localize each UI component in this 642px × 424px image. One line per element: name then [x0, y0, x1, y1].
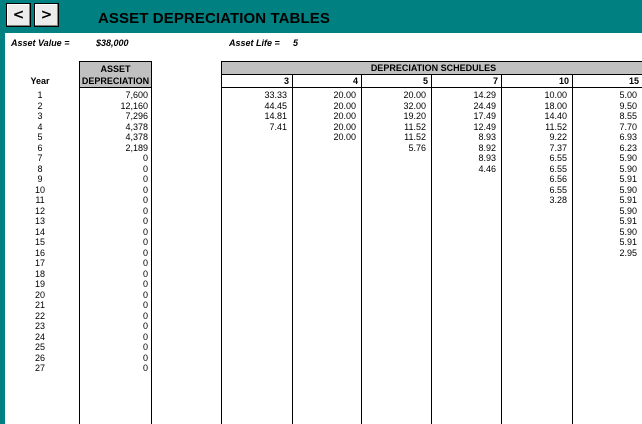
left-border	[0, 0, 5, 424]
schedule-cell: 5.90	[619, 163, 637, 174]
year-cell: 4	[37, 121, 43, 132]
year-cell: 26	[34, 352, 45, 363]
asset-depreciation-cell: 0	[142, 258, 148, 268]
schedule-cell: 12.49	[473, 121, 496, 132]
schedule-cell: 9.50	[619, 100, 637, 111]
year-cell: 24	[34, 331, 45, 342]
asset-depreciation-cell: 0	[142, 237, 148, 247]
schedule-cell: 6.55	[549, 153, 567, 163]
page-title: ASSET DEPRECIATION TABLES	[98, 10, 330, 27]
schedule-cell: 8.55	[619, 111, 637, 121]
schedule-cell: 20.00	[333, 111, 356, 121]
year-cell: 8	[37, 163, 43, 174]
year-cell: 22	[34, 310, 45, 321]
year-cell: 13	[34, 216, 45, 226]
schedule-cell: 33.33	[264, 90, 287, 100]
asset-depreciation-cell: 0	[142, 289, 148, 300]
asset-header-line2: DEPRECIATION	[81, 76, 150, 86]
asset-depreciation-cell: 0	[142, 321, 148, 331]
schedule-cell: 7.41	[269, 121, 287, 132]
schedule-cell: 5.00	[619, 90, 637, 100]
asset-depreciation-cell: 0	[142, 184, 148, 195]
schedule-col-divider	[501, 75, 502, 424]
schedule-cell: 5.91	[619, 237, 637, 247]
asset-depreciation-cell: 4,378	[125, 121, 148, 132]
asset-depreciation-cell: 0	[142, 279, 148, 289]
schedule-header-5: 5	[422, 76, 428, 86]
schedule-cell: 5.91	[619, 174, 637, 184]
schedule-header-3: 3	[283, 76, 289, 86]
year-cell: 23	[34, 321, 45, 331]
schedule-cell: 32.00	[403, 100, 426, 111]
asset-depreciation-cell: 0	[142, 363, 148, 373]
asset-depreciation-cell: 0	[142, 310, 148, 321]
year-cell: 12	[34, 205, 45, 216]
asset-life-label: Asset Life =	[229, 38, 280, 48]
asset-depreciation-cell: 0	[142, 174, 148, 184]
schedule-cell: 14.40	[544, 111, 567, 121]
year-cell: 15	[34, 237, 45, 247]
schedule-cell: 44.45	[264, 100, 287, 111]
schedule-header-4: 4	[352, 76, 358, 86]
schedule-cell: 19.20	[403, 111, 426, 121]
asset-depreciation-cell: 0	[142, 268, 148, 279]
year-cell: 14	[34, 226, 45, 237]
year-cell: 7	[37, 153, 43, 163]
schedule-header-7: 7	[492, 76, 498, 86]
asset-depreciation-cell: 7,600	[125, 90, 148, 100]
schedule-cell: 20.00	[333, 132, 356, 142]
schedule-cell: 8.93	[478, 132, 496, 142]
asset-depreciation-cell: 0	[142, 205, 148, 216]
schedule-cell: 11.52	[404, 132, 426, 142]
schedule-cell: 20.00	[333, 121, 356, 132]
schedule-cell: 5.76	[408, 142, 426, 153]
asset-col-right-border	[151, 88, 152, 424]
asset-value: $38,000	[96, 38, 129, 48]
schedule-cell: 20.00	[333, 100, 356, 111]
year-cell: 27	[34, 363, 45, 373]
schedule-cell: 8.93	[478, 153, 496, 163]
schedule-cell: 11.52	[545, 121, 567, 132]
asset-depreciation-cell: 0	[142, 352, 148, 363]
asset-depreciation-cell: 0	[142, 247, 148, 258]
schedule-cell: 5.90	[619, 205, 637, 216]
year-cell: 25	[34, 342, 45, 352]
schedule-cell: 17.49	[473, 111, 496, 121]
schedule-cell: 5.91	[619, 216, 637, 226]
year-cell: 19	[34, 279, 45, 289]
schedule-col-divider	[572, 75, 573, 424]
schedule-cell: 8.92	[478, 142, 496, 153]
asset-depreciation-cell: 7,296	[125, 111, 148, 121]
asset-depreciation-cell: 4,378	[125, 132, 148, 142]
asset-depreciation-cell: 0	[142, 300, 148, 310]
schedule-header-10: 10	[558, 76, 569, 86]
schedule-cell: 7.70	[619, 121, 637, 132]
schedule-cell: 5.91	[619, 195, 637, 205]
schedule-cell: 20.00	[403, 90, 426, 100]
asset-value-label: Asset Value =	[11, 38, 70, 48]
schedule-left-border	[221, 75, 222, 424]
asset-life-value: 5	[293, 38, 299, 48]
asset-depreciation-cell: 0	[142, 342, 148, 352]
asset-depreciation-cell: 2,189	[125, 142, 148, 153]
depreciation-schedules-header: DEPRECIATION SCHEDULES	[221, 61, 642, 75]
schedule-cell: 7.37	[549, 142, 567, 153]
asset-depreciation-cell: 0	[142, 331, 148, 342]
back-button[interactable]: <	[6, 3, 31, 27]
asset-depreciation-cell: 0	[142, 163, 148, 174]
schedule-cell: 24.49	[473, 100, 496, 111]
schedule-cell: 11.52	[404, 121, 426, 132]
asset-depreciation-cell: 12,160	[120, 100, 148, 111]
year-cell: 18	[34, 268, 45, 279]
schedule-col-divider	[431, 75, 432, 424]
schedule-col-divider	[292, 75, 293, 424]
year-cell: 6	[37, 142, 43, 153]
asset-header-line1: ASSET	[100, 64, 131, 74]
schedule-cell: 5.90	[619, 184, 637, 195]
schedule-header-underline	[221, 87, 642, 88]
asset-depreciation-cell: 0	[142, 226, 148, 237]
schedule-cell: 14.81	[264, 111, 287, 121]
schedule-cell: 4.46	[478, 163, 496, 174]
year-cell: 5	[37, 132, 43, 142]
schedule-header-15: 15	[628, 76, 639, 86]
year-cell: 10	[34, 184, 45, 195]
schedule-cell: 20.00	[333, 90, 356, 100]
asset-depreciation-header	[79, 61, 152, 88]
year-cell: 21	[34, 300, 45, 310]
schedule-cell: 14.29	[473, 90, 496, 100]
schedule-cell: 6.56	[549, 174, 567, 184]
asset-depreciation-cell: 0	[142, 153, 148, 163]
schedule-col-divider	[361, 75, 362, 424]
schedule-cell: 18.00	[544, 100, 567, 111]
schedule-cell: 6.93	[619, 132, 637, 142]
schedule-cell: 6.23	[619, 142, 637, 153]
schedule-cell: 3.28	[549, 195, 567, 205]
schedule-cell: 5.90	[619, 153, 637, 163]
year-header: Year	[30, 76, 50, 86]
schedule-cell: 5.90	[619, 226, 637, 237]
year-cell: 3	[37, 111, 43, 121]
asset-depreciation-cell: 0	[142, 195, 148, 205]
year-cell: 11	[35, 195, 45, 205]
schedule-cell: 10.00	[544, 90, 567, 100]
asset-depreciation-cell: 0	[142, 216, 148, 226]
year-cell: 2	[37, 100, 43, 111]
forward-button[interactable]: >	[34, 3, 59, 27]
schedule-cell: 6.55	[549, 184, 567, 195]
year-cell: 20	[34, 289, 45, 300]
schedule-cell: 6.55	[549, 163, 567, 174]
year-cell: 17	[34, 258, 45, 268]
schedule-cell: 2.95	[619, 247, 637, 258]
year-cell: 1	[37, 90, 43, 100]
schedule-cell: 9.22	[549, 132, 567, 142]
year-cell: 16	[34, 247, 45, 258]
year-cell: 9	[37, 174, 43, 184]
